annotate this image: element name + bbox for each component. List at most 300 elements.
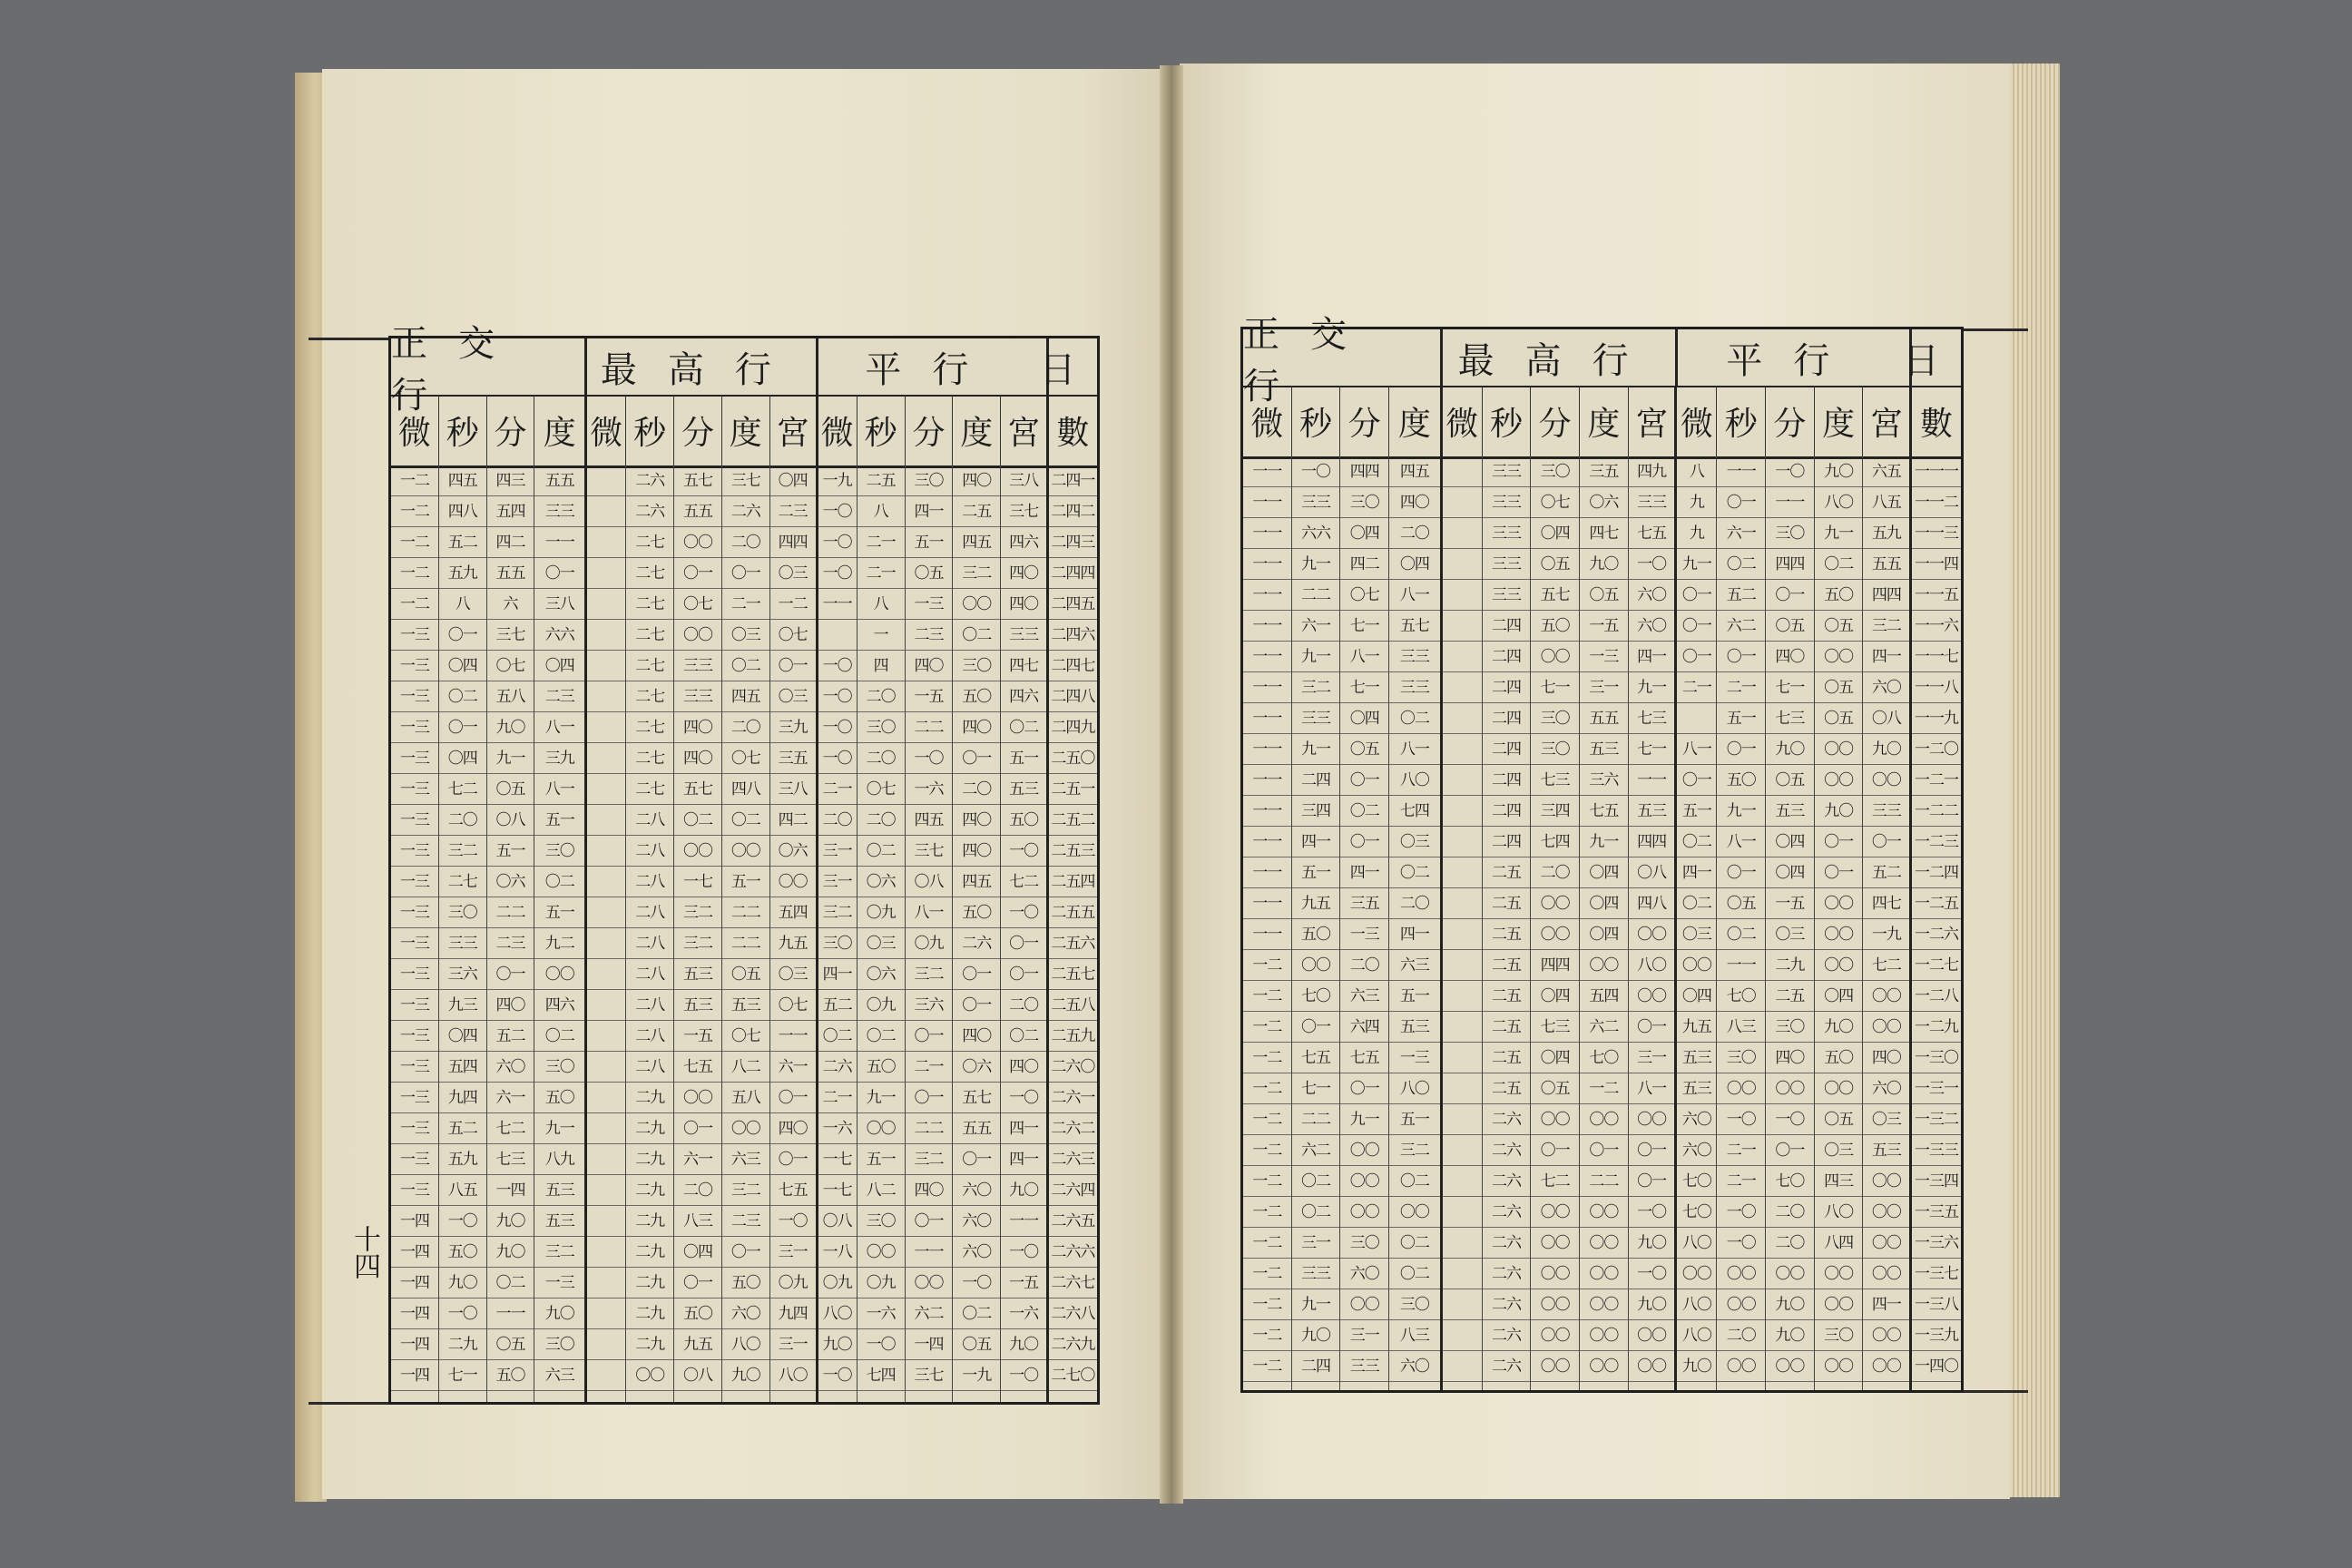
right-cell: 九一: [1589, 833, 1619, 851]
left-unit-label: 秒: [858, 395, 906, 466]
right-cell: 二四: [1491, 833, 1521, 851]
right-cell: 三五: [1349, 895, 1379, 913]
right-cell: 〇〇: [1726, 1265, 1756, 1283]
left-cell: 〇一: [683, 1120, 712, 1138]
left-cell: 〇二: [447, 688, 477, 706]
right-cell: 〇〇: [1871, 1265, 1901, 1283]
left-cell: 二九: [635, 1336, 665, 1354]
left-cell: 二四一: [1051, 472, 1095, 490]
left-cell: 一〇: [822, 534, 852, 552]
left-cell: 三三: [683, 688, 712, 706]
left-cell: 三七: [1009, 503, 1039, 521]
right-cell: 八五: [1871, 494, 1901, 512]
left-cell: 二五六: [1051, 935, 1095, 953]
left-cell: 五五: [962, 1120, 992, 1138]
left-cell: 一六: [822, 1120, 852, 1138]
right-cell: 〇三: [1824, 1142, 1854, 1160]
left-cell: 〇〇: [544, 965, 574, 984]
left-cell: 二一: [866, 564, 896, 583]
left-cell: 〇一: [962, 750, 992, 768]
left-cell: 〇五: [962, 1336, 992, 1354]
right-cell: 三三: [1399, 679, 1429, 697]
left-cell: 一三: [399, 1151, 429, 1169]
left-cell: 〇六: [962, 1058, 992, 1076]
right-cell: 〇〇: [1775, 1265, 1805, 1283]
left-cell: 〇七: [778, 996, 808, 1014]
left-cell: 四一: [914, 503, 944, 521]
left-cell: 二五: [962, 503, 992, 521]
right-cell: 二五: [1491, 1049, 1521, 1067]
right-cell: 〇一: [1824, 864, 1854, 882]
right-cell: 〇四: [1589, 926, 1619, 944]
left-cell: 二八: [635, 965, 665, 984]
left-cell: 二一: [730, 595, 760, 613]
right-cell: 五〇: [1301, 926, 1331, 944]
left-cell: 二一: [822, 1089, 852, 1107]
left-cell: 九五: [683, 1336, 712, 1354]
left-cell: 四〇: [914, 657, 944, 675]
right-unit-label: 宮: [1863, 386, 1912, 456]
left-cell: 二九: [635, 1181, 665, 1200]
left-column: [391, 466, 439, 1402]
right-cell: 二一: [1726, 1142, 1756, 1160]
right-cell: 七〇: [1301, 987, 1331, 1005]
left-cell: 九〇: [730, 1367, 760, 1385]
right-cell: 八一: [1349, 648, 1379, 666]
left-cell: 八〇: [730, 1336, 760, 1354]
right-cell: 〇〇: [1349, 1296, 1379, 1314]
right-cell: 〇〇: [1589, 1234, 1619, 1252]
right-cell: 一二一: [1915, 771, 1959, 789]
right-cell: 七一: [1540, 679, 1570, 697]
left-cell: 二四八: [1051, 688, 1095, 706]
right-cell: 九一: [1301, 740, 1331, 759]
left-cell: 〇四: [544, 657, 574, 675]
left-cell: 五一: [495, 842, 525, 860]
right-cell: 一三三: [1915, 1142, 1959, 1160]
right-cell: 一二: [1252, 1142, 1282, 1160]
right-cell: 九〇: [1775, 1327, 1805, 1345]
right-cell: 九〇: [1824, 463, 1854, 481]
left-cell: 二〇: [730, 534, 760, 552]
right-cell: 一三五: [1915, 1203, 1959, 1221]
right-cell: 三三: [1349, 1357, 1379, 1376]
right-cell: 一二七: [1915, 956, 1959, 975]
right-cell: 七二: [1871, 956, 1901, 975]
left-cell: 二六三: [1051, 1151, 1095, 1169]
right-group-title: 平行: [1678, 329, 1913, 386]
right-cell: 〇〇: [1726, 1080, 1756, 1098]
right-cell: 二四: [1491, 679, 1521, 697]
left-cell: 〇一: [730, 564, 760, 583]
right-cell: 〇〇: [1540, 1296, 1570, 1314]
right-unit-header: [1243, 386, 1961, 459]
right-cell: 八一: [1399, 586, 1429, 604]
right-cell: 一二: [1252, 956, 1282, 975]
left-cell: 二七: [635, 626, 665, 644]
left-cell: 一〇: [1009, 1243, 1039, 1261]
right-cell: 七三: [1775, 710, 1805, 728]
left-unit-label: 度: [722, 395, 770, 466]
left-cell: 五三: [1009, 780, 1039, 799]
left-cell: 五三: [683, 996, 712, 1014]
left-cell: 三二: [730, 1181, 760, 1200]
right-cell: 〇四: [1775, 833, 1805, 851]
left-cell: 三一: [822, 842, 852, 860]
left-cell: 三〇: [866, 719, 896, 737]
left-cell: 六一: [683, 1151, 712, 1169]
left-cell: 六〇: [730, 1305, 760, 1323]
left-group-header: [391, 323, 1107, 416]
left-cell: 〇二: [1009, 1027, 1039, 1045]
right-cell: 〇三: [1681, 926, 1711, 944]
right-cell: 二五: [1491, 956, 1521, 975]
right-cell: 二六: [1491, 1203, 1521, 1221]
left-column: [906, 466, 954, 1402]
right-cell: 一二三: [1915, 833, 1959, 851]
left-cell: 一〇: [822, 503, 852, 521]
left-cell: 二八: [635, 842, 665, 860]
left-cell: 一〇: [1009, 1367, 1039, 1385]
left-cell: 二四二: [1051, 503, 1095, 521]
left-cell: 九〇: [495, 719, 525, 737]
left-cell: 三〇: [962, 657, 992, 675]
right-cell: 一五: [1775, 895, 1805, 913]
right-cell: 一三九: [1915, 1327, 1959, 1345]
right-cell: 一二: [1252, 1172, 1282, 1191]
left-cell: 五〇: [962, 904, 992, 922]
left-cell: 二八: [635, 1027, 665, 1045]
left-cell: 一一: [822, 595, 852, 613]
right-cell: 九一: [1301, 648, 1331, 666]
right-cell: 〇一: [1301, 1018, 1331, 1036]
right-cell: 七〇: [1775, 1172, 1805, 1191]
right-cell: 〇一: [1349, 833, 1379, 851]
left-cell: 一一: [495, 1305, 525, 1323]
left-cell: 〇一: [962, 965, 992, 984]
left-group-title: 平行: [818, 338, 1050, 395]
right-cell: 〇〇: [1824, 740, 1854, 759]
left-cell: 四五: [447, 472, 477, 490]
left-cell: 〇一: [447, 719, 477, 737]
left-cell: 七三: [495, 1151, 525, 1169]
left-cell: 四五: [914, 811, 944, 829]
left-cell: 〇一: [778, 657, 808, 675]
left-cell: 一三: [399, 996, 429, 1014]
left-cell: 〇二: [730, 657, 760, 675]
right-cell: 一二: [1252, 1357, 1282, 1376]
right-cell: 〇一: [1681, 771, 1711, 789]
right-cell: 三〇: [1349, 494, 1379, 512]
right-cell: 九五: [1301, 895, 1331, 913]
right-cell: 三一: [1349, 1327, 1379, 1345]
left-cell: 四〇: [962, 1027, 992, 1045]
left-cell: 〇四: [447, 750, 477, 768]
left-unit-label: 分: [674, 395, 722, 466]
left-cell: 一三: [914, 595, 944, 613]
left-cell: 四七: [1009, 657, 1039, 675]
right-cell: 八一: [1399, 740, 1429, 759]
left-cell: 三一: [822, 873, 852, 891]
left-cell: 二四四: [1051, 564, 1095, 583]
right-cell: 〇〇: [1301, 956, 1331, 975]
left-cell: 〇一: [962, 996, 992, 1014]
left-cell: 六〇: [962, 1243, 992, 1261]
left-cell: 一三: [399, 935, 429, 953]
right-cell: 〇二: [1399, 864, 1429, 882]
right-cell: 五一: [1301, 864, 1331, 882]
left-cell: 四〇: [1009, 564, 1039, 583]
right-column: [1863, 456, 1912, 1390]
right-unit-label: 微: [1443, 386, 1483, 456]
right-cell: 七四: [1540, 833, 1570, 851]
left-cell: 三八: [1009, 472, 1039, 490]
left-cell: 〇〇: [683, 534, 712, 552]
left-cell: 五五: [544, 472, 574, 490]
right-cell: 五一: [1726, 710, 1756, 728]
left-cell: 〇一: [914, 1212, 944, 1230]
right-cell: 一一: [1252, 524, 1282, 543]
right-cell: 八四: [1824, 1234, 1854, 1252]
left-cell: 二六二: [1051, 1120, 1095, 1138]
left-cell: 五四: [495, 503, 525, 521]
right-cell: 〇二: [1301, 1203, 1331, 1221]
right-unit-label: 分: [1531, 386, 1580, 456]
left-cell: 三〇: [544, 842, 574, 860]
right-cell: 四〇: [1871, 1049, 1901, 1067]
left-cell: 五一: [914, 534, 944, 552]
left-cell: 二九: [635, 1274, 665, 1292]
right-cell: 〇四: [1589, 864, 1619, 882]
right-cell: 九一: [1824, 524, 1854, 543]
left-cell: 一: [873, 626, 888, 644]
left-cell: 〇二: [730, 811, 760, 829]
right-cell: 〇五: [1824, 710, 1854, 728]
left-unit-header: [391, 395, 1097, 468]
left-cell: 一〇: [778, 1212, 808, 1230]
right-cell: 七五: [1589, 802, 1619, 820]
left-cell: 四三: [495, 472, 525, 490]
left-cell: 三八: [778, 780, 808, 799]
left-cell: 二六: [635, 503, 665, 521]
right-cell: 四七: [1871, 895, 1901, 913]
left-cell: 五二: [447, 534, 477, 552]
right-cell: 二二: [1301, 586, 1331, 604]
right-cell: 〇〇: [1637, 987, 1667, 1005]
left-cell: 三〇: [544, 1058, 574, 1076]
right-cell: 〇〇: [1540, 1327, 1570, 1345]
right-cell: 〇〇: [1775, 1080, 1805, 1098]
right-cell: 七〇: [1681, 1172, 1711, 1191]
left-cell: 二五八: [1051, 996, 1095, 1014]
right-cell: 四一: [1637, 648, 1667, 666]
right-cell: 七五: [1301, 1049, 1331, 1067]
left-cell: 〇〇: [914, 1274, 944, 1292]
right-cell: 九一: [1726, 802, 1756, 820]
right-cell: 一一一: [1915, 463, 1959, 481]
left-cell: 二二: [730, 935, 760, 953]
left-cell: 三〇: [866, 1212, 896, 1230]
left-cell: 〇〇: [683, 626, 712, 644]
right-cell: 四四: [1540, 956, 1570, 975]
right-cell: 四一: [1349, 864, 1379, 882]
left-bottom-rule: [309, 1402, 390, 1405]
left-cell: 二九: [635, 1120, 665, 1138]
right-cell: 六〇: [1871, 679, 1901, 697]
right-cell: 一〇: [1726, 1111, 1756, 1129]
right-cell: 四一: [1871, 648, 1901, 666]
right-cell: 〇二: [1824, 555, 1854, 573]
right-cell: 〇〇: [1871, 771, 1901, 789]
left-cell: 四六: [1009, 534, 1039, 552]
right-page-edge: [2010, 64, 2060, 1497]
left-cell: 〇〇: [730, 1120, 760, 1138]
left-cell: 一二: [399, 503, 429, 521]
right-cell: 五一: [1681, 802, 1711, 820]
right-cell: 一〇: [1726, 1234, 1756, 1252]
right-cell: 三一: [1301, 1234, 1331, 1252]
right-cell: 一一五: [1915, 586, 1959, 604]
left-cell: 二五九: [1051, 1027, 1095, 1045]
left-cell: 九四: [447, 1089, 477, 1107]
left-cell: 一六: [914, 780, 944, 799]
left-cell: 二七: [635, 719, 665, 737]
left-cell: 六〇: [495, 1058, 525, 1076]
left-cell: 〇六: [866, 873, 896, 891]
right-cell: 八三: [1399, 1327, 1429, 1345]
right-cell: 〇〇: [1824, 956, 1854, 975]
left-unit-label: 度: [953, 395, 1001, 466]
right-cell: 一一: [1252, 679, 1282, 697]
left-cell: 〇三: [778, 965, 808, 984]
right-cell: 一一: [1252, 864, 1282, 882]
left-cell: 〇六: [866, 965, 896, 984]
right-cell: 一一二: [1915, 494, 1959, 512]
right-cell: 五三: [1637, 802, 1667, 820]
right-cell: 一〇: [1637, 555, 1667, 573]
right-cell: 〇二: [1399, 710, 1429, 728]
left-unit-label: 秒: [626, 395, 674, 466]
left-cell: 五三: [544, 1181, 574, 1200]
right-cell: 三〇: [1399, 1296, 1429, 1314]
right-cell: 六〇: [1681, 1142, 1711, 1160]
left-cell: 一三: [544, 1274, 574, 1292]
left-cell: 〇二: [962, 626, 992, 644]
right-cell: 〇四: [1349, 710, 1379, 728]
right-cell: 〇〇: [1589, 1296, 1619, 1314]
right-cell: 九〇: [1775, 740, 1805, 759]
left-cell: 一三: [399, 688, 429, 706]
left-cell: 一〇: [822, 1367, 852, 1385]
right-cell: 一一: [1252, 710, 1282, 728]
left-cell: 一三: [399, 873, 429, 891]
right-cell: 七三: [1540, 1018, 1570, 1036]
right-cell: 一二五: [1915, 895, 1959, 913]
right-cell: 一一: [1252, 802, 1282, 820]
left-unit-label: 數: [1056, 414, 1090, 452]
right-cell: 一三: [1399, 1049, 1429, 1067]
left-cell: 二九: [447, 1336, 477, 1354]
left-cell: 一一: [1009, 1212, 1039, 1230]
right-cell: 〇〇: [1824, 926, 1854, 944]
left-cell: 一三: [399, 780, 429, 799]
left-cell: 一三: [399, 904, 429, 922]
right-cell: 八〇: [1399, 1080, 1429, 1098]
left-cell: 二七: [635, 657, 665, 675]
left-cell: 二〇: [866, 750, 896, 768]
right-cell: 〇二: [1681, 895, 1711, 913]
left-cell: 一四: [399, 1367, 429, 1385]
right-cell: 九〇: [1824, 802, 1854, 820]
right-cell: 一九: [1871, 926, 1901, 944]
left-cell: 四二: [495, 534, 525, 552]
left-cell: 一四: [399, 1336, 429, 1354]
right-cell: 九〇: [1824, 1018, 1854, 1036]
left-cell: 三二: [822, 904, 852, 922]
left-cell: 三二: [544, 1243, 574, 1261]
left-cell: 三二: [962, 564, 992, 583]
left-cell: 一四: [914, 1336, 944, 1354]
right-cell: 〇〇: [1871, 1018, 1901, 1036]
right-cell: 一〇: [1775, 1111, 1805, 1129]
left-cell: 九〇: [822, 1336, 852, 1354]
right-cell: 八〇: [1399, 771, 1429, 789]
left-cell: 三三: [683, 657, 712, 675]
right-cell: 〇一: [1726, 494, 1756, 512]
left-cell: 〇四: [447, 657, 477, 675]
left-cell: 〇七: [495, 657, 525, 675]
left-cell: 二五七: [1051, 965, 1095, 984]
right-cell: 〇五: [1824, 679, 1854, 697]
left-cell: 四五: [962, 534, 992, 552]
right-cell: 五九: [1871, 524, 1901, 543]
right-cell: 一一: [1252, 926, 1282, 944]
left-cell: 〇二: [683, 811, 712, 829]
right-cell: 三三: [1491, 463, 1521, 481]
left-cell: 七五: [778, 1181, 808, 1200]
left-cell: 二九: [635, 1089, 665, 1107]
left-column: [953, 466, 1001, 1402]
right-column: [1815, 456, 1864, 1390]
right-cell: 〇三: [1871, 1111, 1901, 1129]
right-cell: 六〇: [1871, 1080, 1901, 1098]
left-cell: 九一: [544, 1120, 574, 1138]
left-cell: 一二: [399, 564, 429, 583]
right-cell: 一〇: [1637, 1203, 1667, 1221]
right-cell: 二四: [1491, 617, 1521, 635]
right-column: [1340, 456, 1389, 1390]
right-cell: 一一: [1252, 586, 1282, 604]
right-cell: 二四: [1491, 710, 1521, 728]
right-cell: 一二: [1252, 1049, 1282, 1067]
left-cell: 一二: [399, 595, 429, 613]
right-cell: 〇一: [1726, 740, 1756, 759]
left-cell: 一三: [399, 1120, 429, 1138]
left-cell: 三六: [914, 996, 944, 1014]
left-cell: 二八: [635, 996, 665, 1014]
left-cell: 〇八: [914, 873, 944, 891]
right-cell: 五三: [1399, 1018, 1429, 1036]
right-cell: 〇五: [1540, 1080, 1570, 1098]
right-cell: 一一: [1252, 833, 1282, 851]
left-cell: 六三: [730, 1151, 760, 1169]
right-cell: 六四: [1349, 1018, 1379, 1036]
left-cell: 二五一: [1051, 780, 1095, 799]
left-cell: 〇四: [778, 472, 808, 490]
left-cell: 五三: [544, 1212, 574, 1230]
left-cell: 二七: [635, 750, 665, 768]
left-cell: 三三: [1009, 626, 1039, 644]
